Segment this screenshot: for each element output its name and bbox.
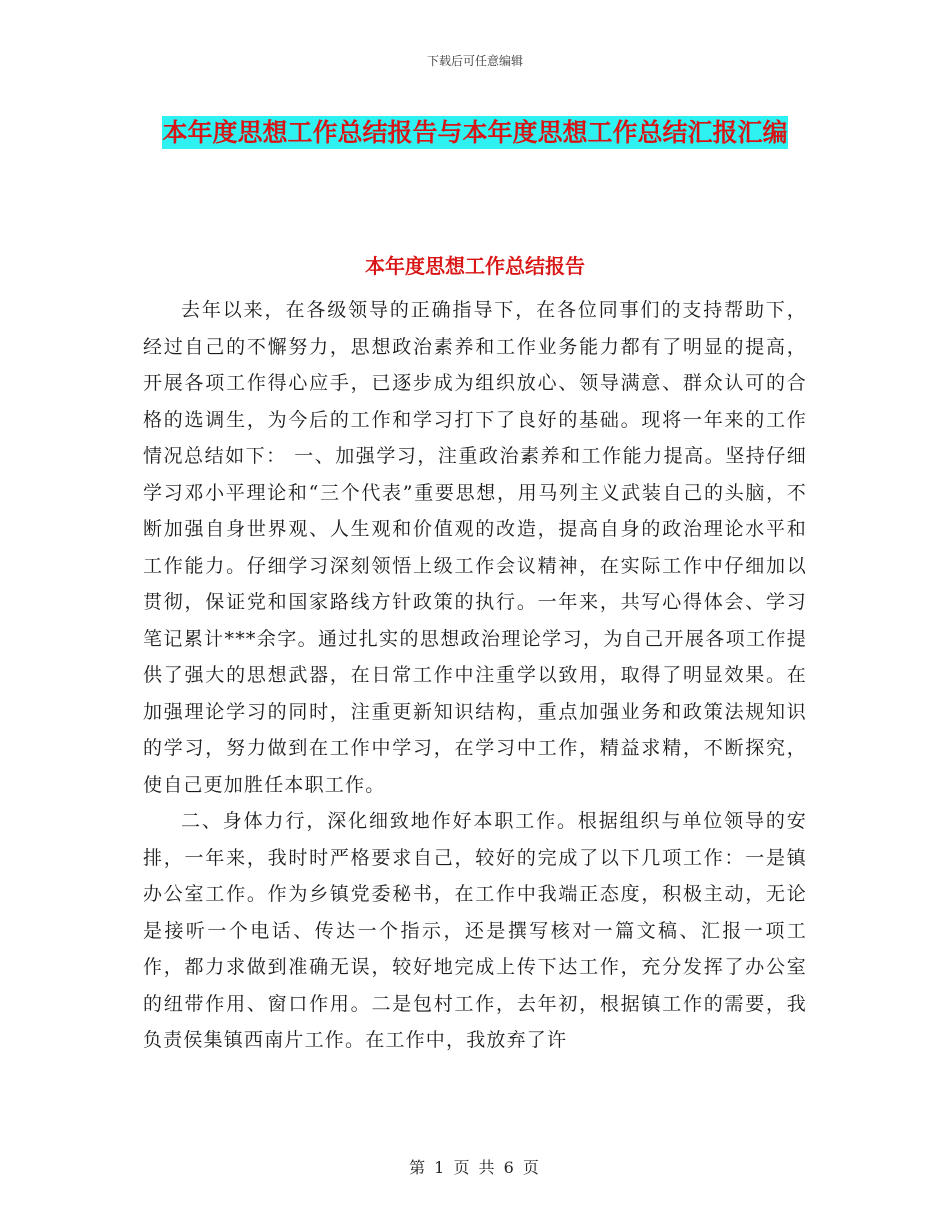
document-main-title	[143, 110, 807, 155]
page-header-note: 下载后可任意编辑	[426, 54, 523, 68]
page-number: 第 1 页 共 6 页	[409, 1158, 541, 1177]
body-paragraph: 去年以来，在各级领导的正确指导下，在各位同事们的支持帮助下，经过自己的不懈努力，思想政治素养和工作业务能力都有了明显的提高，开展各项工作得心应手，已逐步成为组织放心、领导满意、群众认可的合格的选调生，为今后的工作和学习打下了良好的基础。现将一年来的工作情况总结如下： 一、加强学习，注重政治素养和工作能力提高。坚持仔细学习邓小平理论和“三个代表”重要思想，用马列主义武装自己的头脑，不断加强自身世界观、人生观和价值观的改造，提高自身的政治理论水平和工作能力。仔细学习深刻领悟上级工作会议精神，在实际工作中仔细加以贯彻，保证党和国家路线方针政策的执行。一年来，共写心得体会、学习笔记累计***余字。通过扎实的思想政治理论学习，为自己开展各项工作提供了强大的思想武器，在日常工作中注重学以致用，取得了明显效果。在加强理论学习的同时，注重更新知识结构，重点加强业务和政策法规知识的学习，努力做到在工作中学习，在学习中工作，精益求精，不断探究，使自己更加胜任本职工作。	[143, 299, 807, 796]
section-title: 本年度思想工作总结报告	[365, 254, 585, 278]
document-body	[143, 292, 807, 1059]
main-title-text: 本年度思想工作总结报告与本年度思想工作总结汇报汇编	[162, 118, 788, 147]
body-paragraph: 二、身体力行，深化细致地作好本职工作。根据组织与单位领导的安排，一年来，我时时严格要求自己，较好的完成了以下几项工作：一是镇办公室工作。作为乡镇党委秘书，在工作中我端正态度，积极主动，无论是接听一个电话、传达一个指示，还是撰写核对一篇文稿、汇报一项工作，都力求做到准确无误，较好地完成上传下达工作，充分发挥了办公室的纽带作用、窗口作用。二是包村工作，去年初，根据镇工作的需要，我负责侯集镇西南片工作。在工作中，我放弃了许	[143, 810, 807, 1051]
